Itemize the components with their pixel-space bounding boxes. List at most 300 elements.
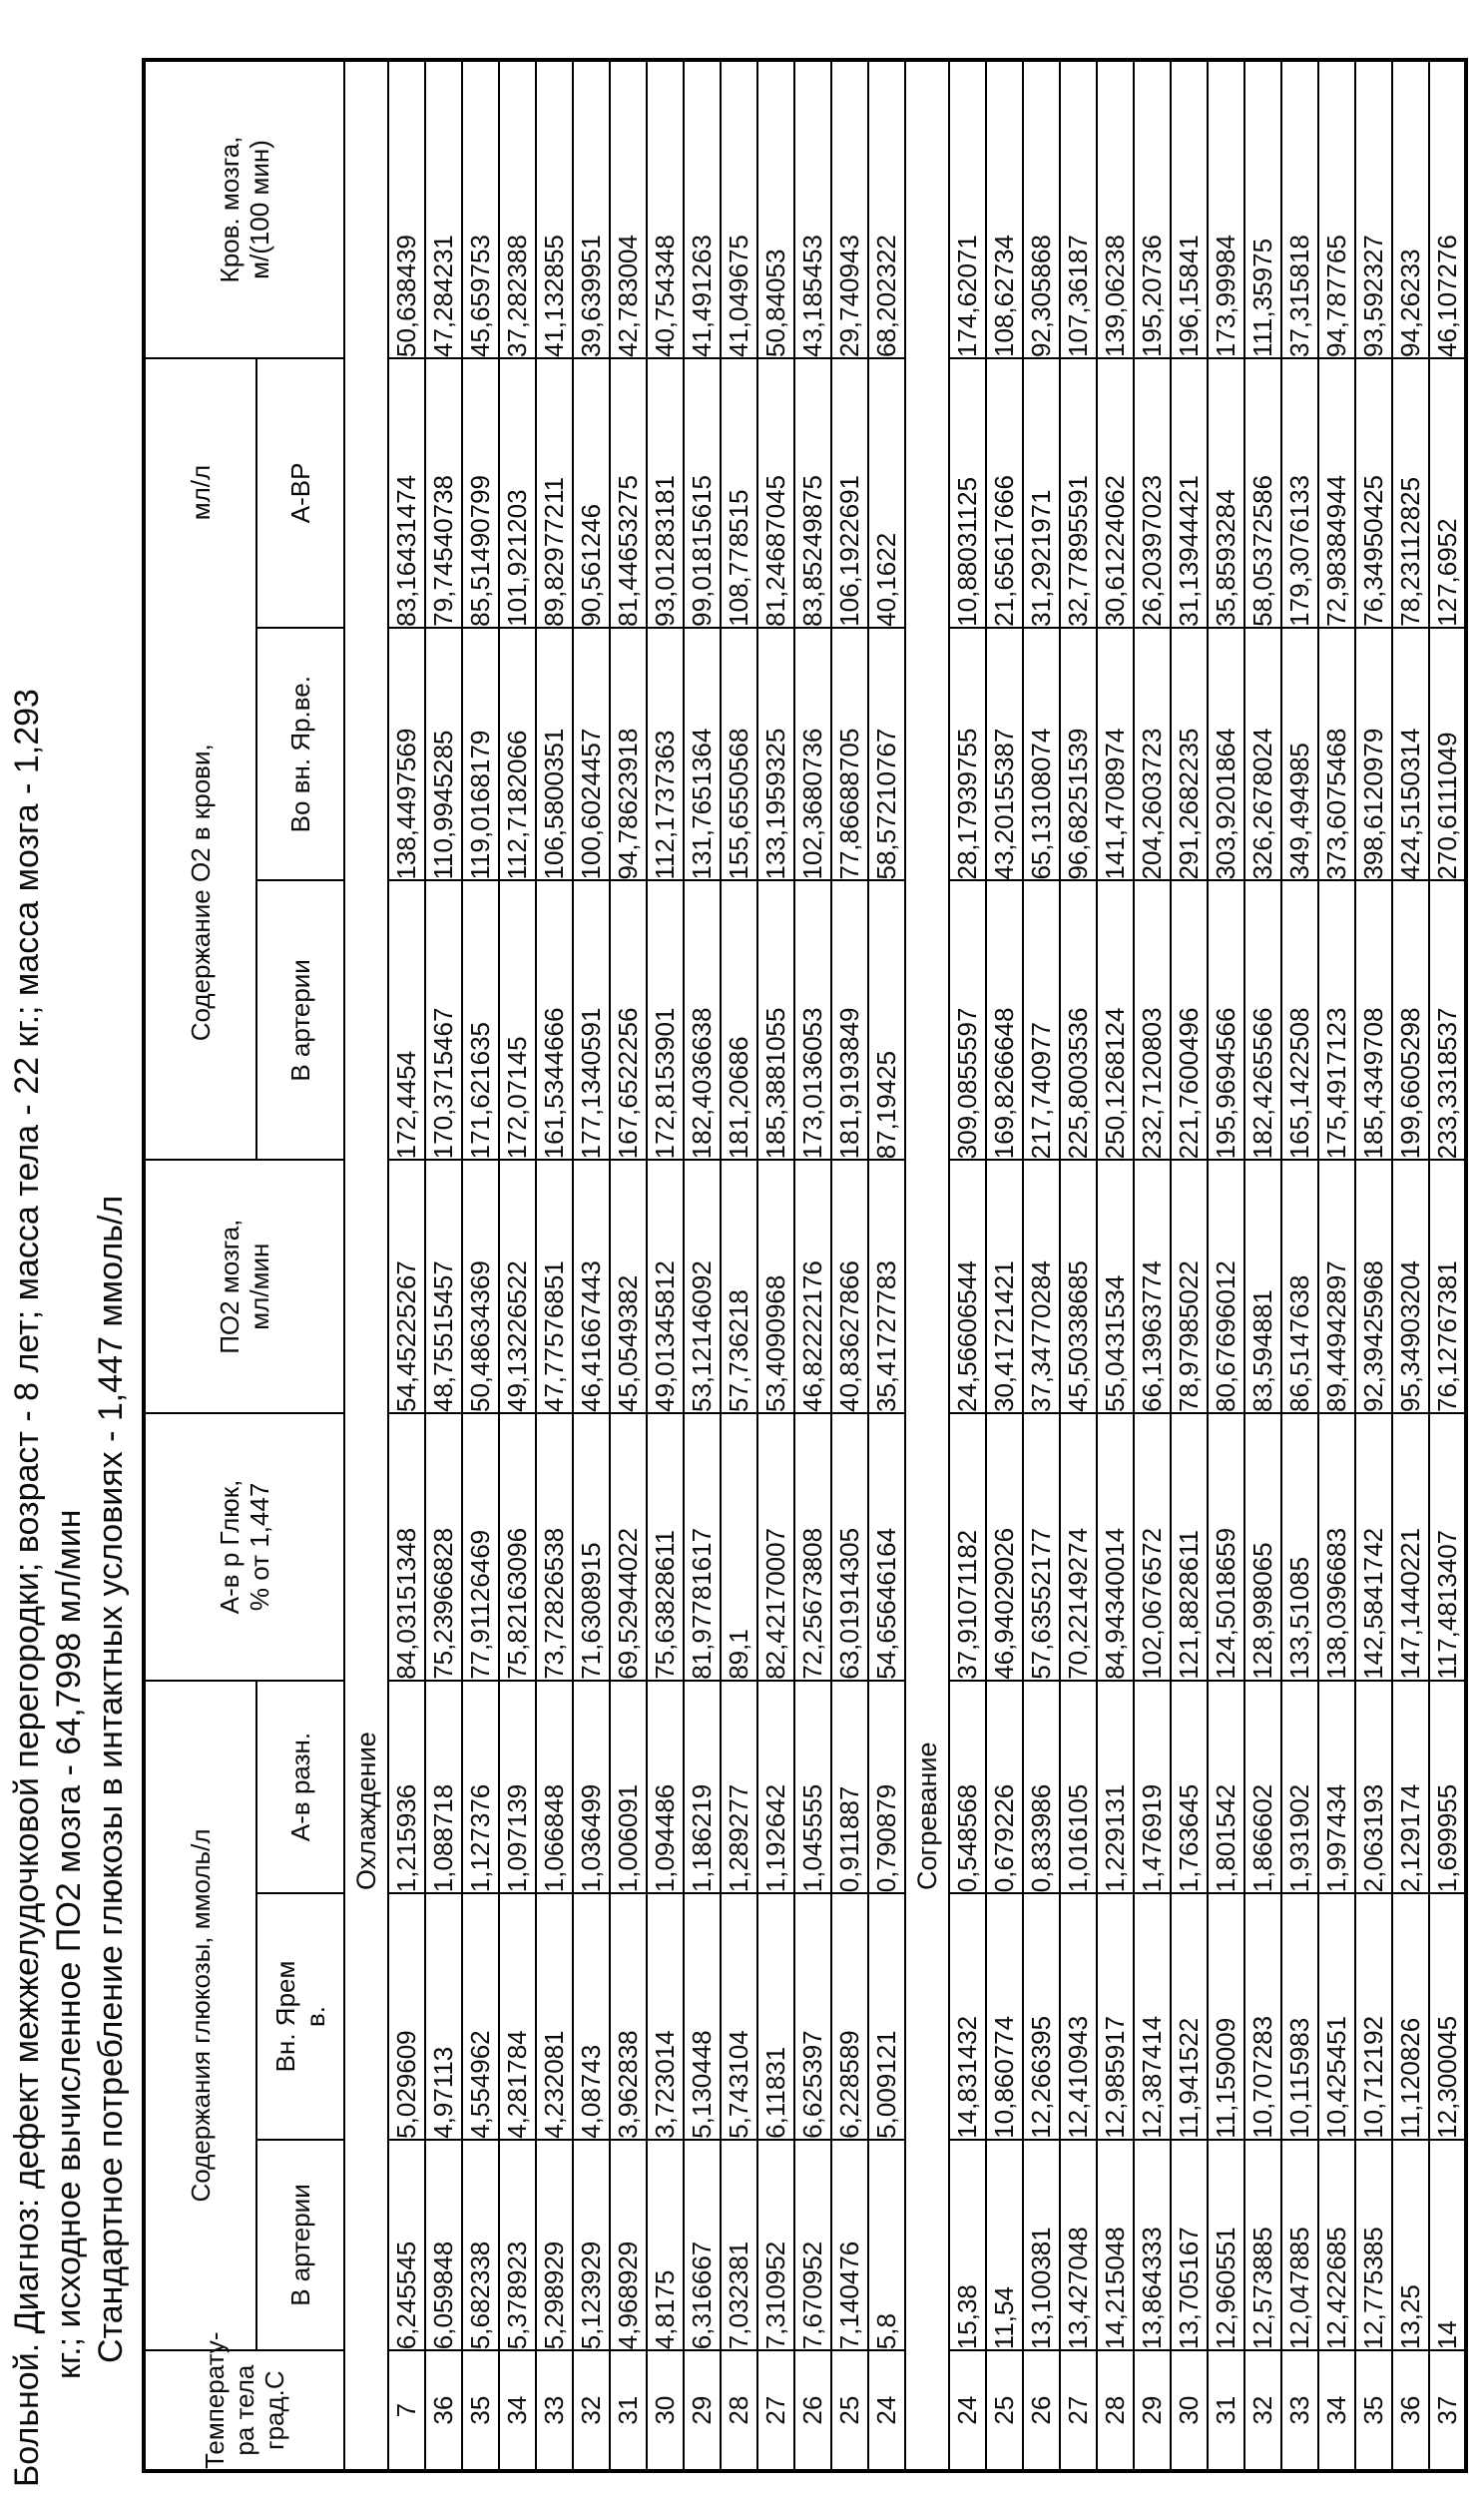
value-cell: 326,2678024 bbox=[1244, 628, 1281, 881]
value-cell: 106,1922691 bbox=[831, 358, 868, 628]
value-cell: 37,315818 bbox=[1281, 60, 1318, 358]
table-row bbox=[388, 60, 425, 2471]
temperature-cell: 7 bbox=[388, 2350, 425, 2471]
header-po2-line2: мл/мин bbox=[245, 1243, 274, 1330]
value-cell: 54,65646164 bbox=[868, 1413, 905, 1681]
value-cell: 84,03151348 bbox=[388, 1413, 425, 1681]
value-cell: 179,3076133 bbox=[1281, 358, 1318, 628]
value-cell: 68,202322 bbox=[868, 60, 905, 358]
value-cell: 6,228589 bbox=[831, 1893, 868, 2140]
value-cell: 270,6111049 bbox=[1429, 628, 1466, 881]
value-cell: 41,491263 bbox=[684, 60, 721, 358]
value-cell: 93,01283181 bbox=[647, 358, 684, 628]
value-cell: 46,41667443 bbox=[573, 1160, 610, 1413]
value-cell: 78,97985022 bbox=[1171, 1160, 1208, 1413]
value-cell: 70,22149274 bbox=[1060, 1413, 1097, 1681]
header-o2-jugular: Во вн. Яр.ве. bbox=[256, 628, 344, 881]
value-cell: 45,50338685 bbox=[1060, 1160, 1097, 1413]
temperature-cell: 27 bbox=[757, 2350, 794, 2471]
value-cell: 291,2682235 bbox=[1171, 628, 1208, 881]
value-cell: 4,232081 bbox=[536, 1893, 573, 2140]
value-cell: 1,066848 bbox=[536, 1681, 573, 1893]
value-cell: 42,783004 bbox=[610, 60, 647, 358]
value-cell: 81,44653275 bbox=[610, 358, 647, 628]
value-cell: 106,5800351 bbox=[536, 628, 573, 881]
value-cell: 12,985917 bbox=[1097, 1893, 1134, 2140]
value-cell: 69,52944022 bbox=[610, 1413, 647, 1681]
table-row bbox=[1060, 60, 1097, 2471]
table-header bbox=[144, 60, 344, 2471]
temperature-cell: 36 bbox=[425, 2350, 462, 2471]
value-cell: 7,670952 bbox=[794, 2140, 831, 2350]
header-o2-group bbox=[144, 358, 256, 1160]
value-cell: 24,56606544 bbox=[949, 1160, 986, 1413]
value-cell: 89,44942897 bbox=[1318, 1160, 1355, 1413]
header-temperature-line3: град.С bbox=[259, 2370, 289, 2450]
value-cell: 13,864333 bbox=[1134, 2140, 1171, 2350]
temperature-cell: 28 bbox=[1097, 2350, 1134, 2471]
temperature-cell: 31 bbox=[1208, 2350, 1244, 2471]
table-row bbox=[647, 60, 684, 2471]
table-row bbox=[757, 60, 794, 2471]
header-blood-flow-line1: Кров. мозга, bbox=[215, 136, 245, 283]
table-row bbox=[573, 60, 610, 2471]
value-cell: 10,115983 bbox=[1281, 1893, 1318, 2140]
value-cell: 5,378923 bbox=[499, 2140, 536, 2350]
value-cell: 40,754348 bbox=[647, 60, 684, 358]
value-cell: 117,4813407 bbox=[1429, 1413, 1466, 1681]
value-cell: 373,6075468 bbox=[1318, 628, 1355, 881]
value-cell: 133,51085 bbox=[1281, 1413, 1318, 1681]
value-cell: 195,20736 bbox=[1134, 60, 1171, 358]
value-cell: 45,659753 bbox=[462, 60, 499, 358]
value-cell: 81,97781617 bbox=[684, 1413, 721, 1681]
value-cell: 94,787765 bbox=[1318, 60, 1355, 358]
temperature-cell: 36 bbox=[1392, 2350, 1429, 2471]
value-cell: 50,638439 bbox=[388, 60, 425, 358]
value-cell: 10,707283 bbox=[1244, 1893, 1281, 2140]
value-cell: 84,94340014 bbox=[1097, 1413, 1134, 1681]
table-row bbox=[1171, 60, 1208, 2471]
temperature-cell: 26 bbox=[1023, 2350, 1060, 2471]
value-cell: 13,25 bbox=[1392, 2140, 1429, 2350]
section-row bbox=[344, 60, 388, 2471]
value-cell: 1,016105 bbox=[1060, 1681, 1097, 1893]
value-cell: 142,5841742 bbox=[1355, 1413, 1392, 1681]
value-cell: 92,39425968 bbox=[1355, 1160, 1392, 1413]
value-cell: 12,047885 bbox=[1281, 2140, 1318, 2350]
value-cell: 94,26233 bbox=[1392, 60, 1429, 358]
value-cell: 232,7120803 bbox=[1134, 881, 1171, 1161]
temperature-cell: 37 bbox=[1429, 2350, 1466, 2471]
value-cell: 303,9201864 bbox=[1208, 628, 1244, 881]
value-cell: 76,34950425 bbox=[1355, 358, 1392, 628]
value-cell: 1,036499 bbox=[573, 1681, 610, 1893]
value-cell: 30,41721421 bbox=[986, 1160, 1023, 1413]
value-cell: 131,7651364 bbox=[684, 628, 721, 881]
temperature-cell: 29 bbox=[684, 2350, 721, 2471]
value-cell: 87,19425 bbox=[868, 881, 905, 1161]
value-cell: 172,8153901 bbox=[647, 881, 684, 1161]
value-cell: 1,215936 bbox=[388, 1681, 425, 1893]
value-cell: 217,740977 bbox=[1023, 881, 1060, 1161]
value-cell: 57,736218 bbox=[721, 1160, 757, 1413]
value-cell: 13,705167 bbox=[1171, 2140, 1208, 2350]
value-cell: 4,554962 bbox=[462, 1893, 499, 2140]
value-cell: 185,3881055 bbox=[757, 881, 794, 1161]
section-label: Охлаждение bbox=[344, 60, 388, 2471]
value-cell: 172,07145 bbox=[499, 881, 536, 1161]
table-row bbox=[868, 60, 905, 2471]
value-cell: 12,410943 bbox=[1060, 1893, 1097, 2140]
temperature-cell: 31 bbox=[610, 2350, 647, 2471]
value-cell: 6,059848 bbox=[425, 2140, 462, 2350]
value-cell: 10,425451 bbox=[1318, 1893, 1355, 2140]
table-row bbox=[1097, 60, 1134, 2471]
value-cell: 1,097139 bbox=[499, 1681, 536, 1893]
value-cell: 173,0136053 bbox=[794, 881, 831, 1161]
value-cell: 204,2603723 bbox=[1134, 628, 1171, 881]
value-cell: 57,63552177 bbox=[1023, 1413, 1060, 1681]
value-cell: 1,763645 bbox=[1171, 1681, 1208, 1893]
table-row bbox=[1318, 60, 1355, 2471]
value-cell: 83,85249875 bbox=[794, 358, 831, 628]
value-cell: 196,15841 bbox=[1171, 60, 1208, 358]
value-cell: 1,186219 bbox=[684, 1681, 721, 1893]
table-row bbox=[1244, 60, 1281, 2471]
header-av-glucose bbox=[144, 1413, 344, 1681]
header-group-row bbox=[144, 60, 256, 2471]
table-row bbox=[1355, 60, 1392, 2471]
value-cell: 31,2921971 bbox=[1023, 358, 1060, 628]
value-cell: 10,712192 bbox=[1355, 1893, 1392, 2140]
temperature-cell: 34 bbox=[499, 2350, 536, 2471]
value-cell: 174,62071 bbox=[949, 60, 986, 358]
header-temperature-line2: ра тела bbox=[230, 2364, 259, 2456]
value-cell: 11,120826 bbox=[1392, 1893, 1429, 2140]
table-row bbox=[986, 60, 1023, 2471]
value-cell: 1,801542 bbox=[1208, 1681, 1244, 1893]
value-cell: 172,4454 bbox=[388, 881, 425, 1161]
value-cell: 108,62734 bbox=[986, 60, 1023, 358]
value-cell: 309,0855597 bbox=[949, 881, 986, 1161]
table-row bbox=[536, 60, 573, 2471]
value-cell: 4,97113 bbox=[425, 1893, 462, 2140]
value-cell: 1,866602 bbox=[1244, 1681, 1281, 1893]
value-cell: 161,5344666 bbox=[536, 881, 573, 1161]
value-cell: 1,289277 bbox=[721, 1681, 757, 1893]
value-cell: 5,009121 bbox=[868, 1893, 905, 2140]
value-cell: 7,310952 bbox=[757, 2140, 794, 2350]
value-cell: 5,130448 bbox=[684, 1893, 721, 2140]
value-cell: 102,3680736 bbox=[794, 628, 831, 881]
value-cell: 5,8 bbox=[868, 2140, 905, 2350]
value-cell: 112,1737363 bbox=[647, 628, 684, 881]
value-cell: 35,41727783 bbox=[868, 1160, 905, 1413]
value-cell: 29,740943 bbox=[831, 60, 868, 358]
value-cell: 119,0168179 bbox=[462, 628, 499, 881]
header-o2-avr: А-ВР bbox=[256, 358, 344, 628]
value-cell: 127,6952 bbox=[1429, 358, 1466, 628]
value-cell: 182,4265566 bbox=[1244, 881, 1281, 1161]
value-cell: 99,01815615 bbox=[684, 358, 721, 628]
value-cell: 49,13226522 bbox=[499, 1160, 536, 1413]
value-cell: 30,61224062 bbox=[1097, 358, 1134, 628]
value-cell: 0,833986 bbox=[1023, 1681, 1060, 1893]
value-cell: 6,316667 bbox=[684, 2140, 721, 2350]
value-cell: 12,300045 bbox=[1429, 1893, 1466, 2140]
value-cell: 1,094486 bbox=[647, 1681, 684, 1893]
value-cell: 58,57210767 bbox=[868, 628, 905, 881]
header-av-glucose-line1: А-в р Глюк, bbox=[215, 1479, 245, 1615]
header-temperature bbox=[144, 2331, 344, 2471]
value-cell: 165,1422508 bbox=[1281, 881, 1318, 1161]
temperature-cell: 33 bbox=[1281, 2350, 1318, 2471]
value-cell: 50,48634369 bbox=[462, 1160, 499, 1413]
value-cell: 199,6605298 bbox=[1392, 881, 1429, 1161]
table-row bbox=[1134, 60, 1171, 2471]
value-cell: 0,790879 bbox=[868, 1681, 905, 1893]
temperature-cell: 28 bbox=[721, 2350, 757, 2471]
patient-diagnosis-continuation: кг.; исходное вычисленное ПО2 мозга - 64,7998 мл/мин bbox=[50, 1509, 88, 2379]
table-row bbox=[1281, 60, 1318, 2471]
value-cell: 141,4708974 bbox=[1097, 628, 1134, 881]
value-cell: 424,5150314 bbox=[1392, 628, 1429, 881]
value-cell: 5,123929 bbox=[573, 2140, 610, 2350]
table-row bbox=[1429, 60, 1466, 2471]
value-cell: 6,245545 bbox=[388, 2140, 425, 2350]
value-cell: 0,548568 bbox=[949, 1681, 986, 1893]
value-cell: 40,1622 bbox=[868, 358, 905, 628]
value-cell: 398,6120979 bbox=[1355, 628, 1392, 881]
value-cell: 78,23112825 bbox=[1392, 358, 1429, 628]
value-cell: 65,13108074 bbox=[1023, 628, 1060, 881]
value-cell: 100,6024457 bbox=[573, 628, 610, 881]
value-cell: 72,25673808 bbox=[794, 1413, 831, 1681]
value-cell: 12,573885 bbox=[1244, 2140, 1281, 2350]
standard-glucose-line: Стандартное потребление глюкозы в интактных условиях - 1,447 ммоль/л bbox=[92, 1195, 130, 2363]
value-cell: 45,0549382 bbox=[610, 1160, 647, 1413]
header-blood-flow-line2: м/(100 мин) bbox=[245, 140, 274, 279]
value-cell: 181,9193849 bbox=[831, 881, 868, 1161]
value-cell: 1,997434 bbox=[1318, 1681, 1355, 1893]
value-cell: 185,4349708 bbox=[1355, 881, 1392, 1161]
value-cell: 112,7182066 bbox=[499, 628, 536, 881]
value-cell: 0,679226 bbox=[986, 1681, 1023, 1893]
table-row bbox=[462, 60, 499, 2471]
value-cell: 1,699955 bbox=[1429, 1681, 1466, 1893]
value-cell: 1,006091 bbox=[610, 1681, 647, 1893]
value-cell: 4,968929 bbox=[610, 2140, 647, 2350]
value-cell: 2,063193 bbox=[1355, 1681, 1392, 1893]
value-cell: 54,45225267 bbox=[388, 1160, 425, 1413]
value-cell: 72,98384944 bbox=[1318, 358, 1355, 628]
value-cell: 3,723014 bbox=[647, 1893, 684, 2140]
value-cell: 138,0396683 bbox=[1318, 1413, 1355, 1681]
value-cell: 11,159009 bbox=[1208, 1893, 1244, 2140]
table-row bbox=[1208, 60, 1244, 2471]
header-o2-artery: В артерии bbox=[256, 881, 344, 1161]
value-cell: 89,82977211 bbox=[536, 358, 573, 628]
value-cell: 80,67696012 bbox=[1208, 1160, 1244, 1413]
value-cell: 37,282388 bbox=[499, 60, 536, 358]
value-cell: 170,3715467 bbox=[425, 881, 462, 1161]
temperature-cell: 35 bbox=[1355, 2350, 1392, 2471]
section-label: Согревание bbox=[905, 60, 949, 2471]
value-cell: 169,8266648 bbox=[986, 881, 1023, 1161]
value-cell: 1,476919 bbox=[1134, 1681, 1171, 1893]
header-glucose-artery: В артерии bbox=[256, 2140, 344, 2350]
value-cell: 77,91126469 bbox=[462, 1413, 499, 1681]
value-cell: 58,05372586 bbox=[1244, 358, 1281, 628]
table-row bbox=[425, 60, 462, 2471]
value-cell: 128,998065 bbox=[1244, 1413, 1281, 1681]
value-cell: 133,1959325 bbox=[757, 628, 794, 881]
value-cell: 50,84053 bbox=[757, 60, 794, 358]
value-cell: 92,305868 bbox=[1023, 60, 1060, 358]
value-cell: 28,17939755 bbox=[949, 628, 986, 881]
header-blood-flow bbox=[144, 60, 344, 358]
value-cell: 66,13963774 bbox=[1134, 1160, 1171, 1413]
measurements-table bbox=[142, 58, 1468, 2473]
value-cell: 121,8828611 bbox=[1171, 1413, 1208, 1681]
value-cell: 2,129174 bbox=[1392, 1681, 1429, 1893]
value-cell: 96,68251539 bbox=[1060, 628, 1097, 881]
temperature-cell: 27 bbox=[1060, 2350, 1097, 2471]
value-cell: 79,74540738 bbox=[425, 358, 462, 628]
temperature-cell: 33 bbox=[536, 2350, 573, 2471]
value-cell: 14,215048 bbox=[1097, 2140, 1134, 2350]
table-body bbox=[344, 60, 1466, 2471]
table-row bbox=[1023, 60, 1060, 2471]
header-o2-unit-label: мл/л bbox=[186, 464, 216, 521]
value-cell: 43,20155387 bbox=[986, 628, 1023, 881]
value-cell: 12,387414 bbox=[1134, 1893, 1171, 2140]
value-cell: 46,82222176 bbox=[794, 1160, 831, 1413]
value-cell: 41,132855 bbox=[536, 60, 573, 358]
value-cell: 21,65617666 bbox=[986, 358, 1023, 628]
header-glucose-jugular-line2: в. bbox=[300, 2005, 330, 2028]
header-o2-group-label: Содержание О2 в крови, bbox=[186, 744, 216, 1042]
value-cell: 49,01345812 bbox=[647, 1160, 684, 1413]
temperature-cell: 32 bbox=[1244, 2350, 1281, 2471]
value-cell: 63,01914305 bbox=[831, 1413, 868, 1681]
value-cell: 349,494985 bbox=[1281, 628, 1318, 881]
temperature-cell: 35 bbox=[462, 2350, 499, 2471]
temperature-cell: 30 bbox=[647, 2350, 684, 2471]
value-cell: 89,1 bbox=[721, 1413, 757, 1681]
value-cell: 10,860774 bbox=[986, 1893, 1023, 2140]
value-cell: 12,266395 bbox=[1023, 1893, 1060, 2140]
value-cell: 221,7600496 bbox=[1171, 881, 1208, 1161]
value-cell: 167,6522256 bbox=[610, 881, 647, 1161]
value-cell: 43,185453 bbox=[794, 60, 831, 358]
value-cell: 14,831432 bbox=[949, 1893, 986, 2140]
value-cell: 4,08743 bbox=[573, 1893, 610, 2140]
value-cell: 39,639951 bbox=[573, 60, 610, 358]
value-cell: 5,743104 bbox=[721, 1893, 757, 2140]
value-cell: 35,8593284 bbox=[1208, 358, 1244, 628]
value-cell: 4,8175 bbox=[647, 2140, 684, 2350]
value-cell: 55,0431534 bbox=[1097, 1160, 1134, 1413]
value-cell: 40,83627866 bbox=[831, 1160, 868, 1413]
value-cell: 46,107276 bbox=[1429, 60, 1466, 358]
value-cell: 6,11831 bbox=[757, 1893, 794, 2140]
value-cell: 13,427048 bbox=[1060, 2140, 1097, 2350]
header-po2 bbox=[144, 1160, 344, 1413]
temperature-cell: 24 bbox=[868, 2350, 905, 2471]
table-row bbox=[949, 60, 986, 2471]
value-cell: 71,6308915 bbox=[573, 1413, 610, 1681]
header-glucose-jugular bbox=[256, 1893, 344, 2140]
value-cell: 32,77895591 bbox=[1060, 358, 1097, 628]
header-po2-line1: ПО2 мозга, bbox=[215, 1219, 245, 1354]
value-cell: 76,12767381 bbox=[1429, 1160, 1466, 1413]
value-cell: 1,229131 bbox=[1097, 1681, 1134, 1893]
temperature-cell: 26 bbox=[794, 2350, 831, 2471]
value-cell: 12,422685 bbox=[1318, 2140, 1355, 2350]
value-cell: 5,029609 bbox=[388, 1893, 425, 2140]
value-cell: 171,621635 bbox=[462, 881, 499, 1161]
value-cell: 11,941522 bbox=[1171, 1893, 1208, 2140]
value-cell: 26,20397023 bbox=[1134, 358, 1171, 628]
value-cell: 175,4917123 bbox=[1318, 881, 1355, 1161]
value-cell: 11,54 bbox=[986, 2140, 1023, 2350]
value-cell: 12,775385 bbox=[1355, 2140, 1392, 2350]
value-cell: 111,35975 bbox=[1244, 60, 1281, 358]
header-av-glucose-line2: % от 1,447 bbox=[245, 1482, 274, 1612]
temperature-cell: 25 bbox=[986, 2350, 1023, 2471]
temperature-cell: 32 bbox=[573, 2350, 610, 2471]
value-cell: 86,5147638 bbox=[1281, 1160, 1318, 1413]
value-cell: 77,86688705 bbox=[831, 628, 868, 881]
value-cell: 102,0676572 bbox=[1134, 1413, 1171, 1681]
value-cell: 250,1268124 bbox=[1097, 881, 1134, 1161]
value-cell: 107,36187 bbox=[1060, 60, 1097, 358]
value-cell: 110,9945285 bbox=[425, 628, 462, 881]
value-cell: 124,5018659 bbox=[1208, 1413, 1244, 1681]
value-cell: 5,298929 bbox=[536, 2140, 573, 2350]
value-cell: 93,592327 bbox=[1355, 60, 1392, 358]
temperature-cell: 34 bbox=[1318, 2350, 1355, 2471]
value-cell: 155,6550568 bbox=[721, 628, 757, 881]
header-glucose-jugular-line1: Вн. Ярем bbox=[270, 1960, 300, 2073]
section-row bbox=[905, 60, 949, 2471]
value-cell: 6,625397 bbox=[794, 1893, 831, 2140]
value-cell: 83,594881 bbox=[1244, 1160, 1281, 1413]
value-cell: 75,63828611 bbox=[647, 1413, 684, 1681]
value-cell: 81,24687045 bbox=[757, 358, 794, 628]
table-row bbox=[831, 60, 868, 2471]
value-cell: 47,77576851 bbox=[536, 1160, 573, 1413]
value-cell: 233,3318537 bbox=[1429, 881, 1466, 1161]
value-cell: 225,8003536 bbox=[1060, 881, 1097, 1161]
document-header bbox=[0, 0, 132, 2495]
temperature-cell: 30 bbox=[1171, 2350, 1208, 2471]
header-glucose-diff: А-в разн. bbox=[256, 1681, 344, 1893]
value-cell: 139,06238 bbox=[1097, 60, 1134, 358]
value-cell: 37,91071182 bbox=[949, 1413, 986, 1681]
temperature-cell: 29 bbox=[1134, 2350, 1171, 2471]
table-row bbox=[794, 60, 831, 2471]
value-cell: 182,4036638 bbox=[684, 881, 721, 1161]
value-cell: 41,049675 bbox=[721, 60, 757, 358]
value-cell: 46,94029026 bbox=[986, 1413, 1023, 1681]
value-cell: 95,34903204 bbox=[1392, 1160, 1429, 1413]
value-cell: 101,921203 bbox=[499, 358, 536, 628]
value-cell: 7,032381 bbox=[721, 2140, 757, 2350]
temperature-cell: 25 bbox=[831, 2350, 868, 2471]
